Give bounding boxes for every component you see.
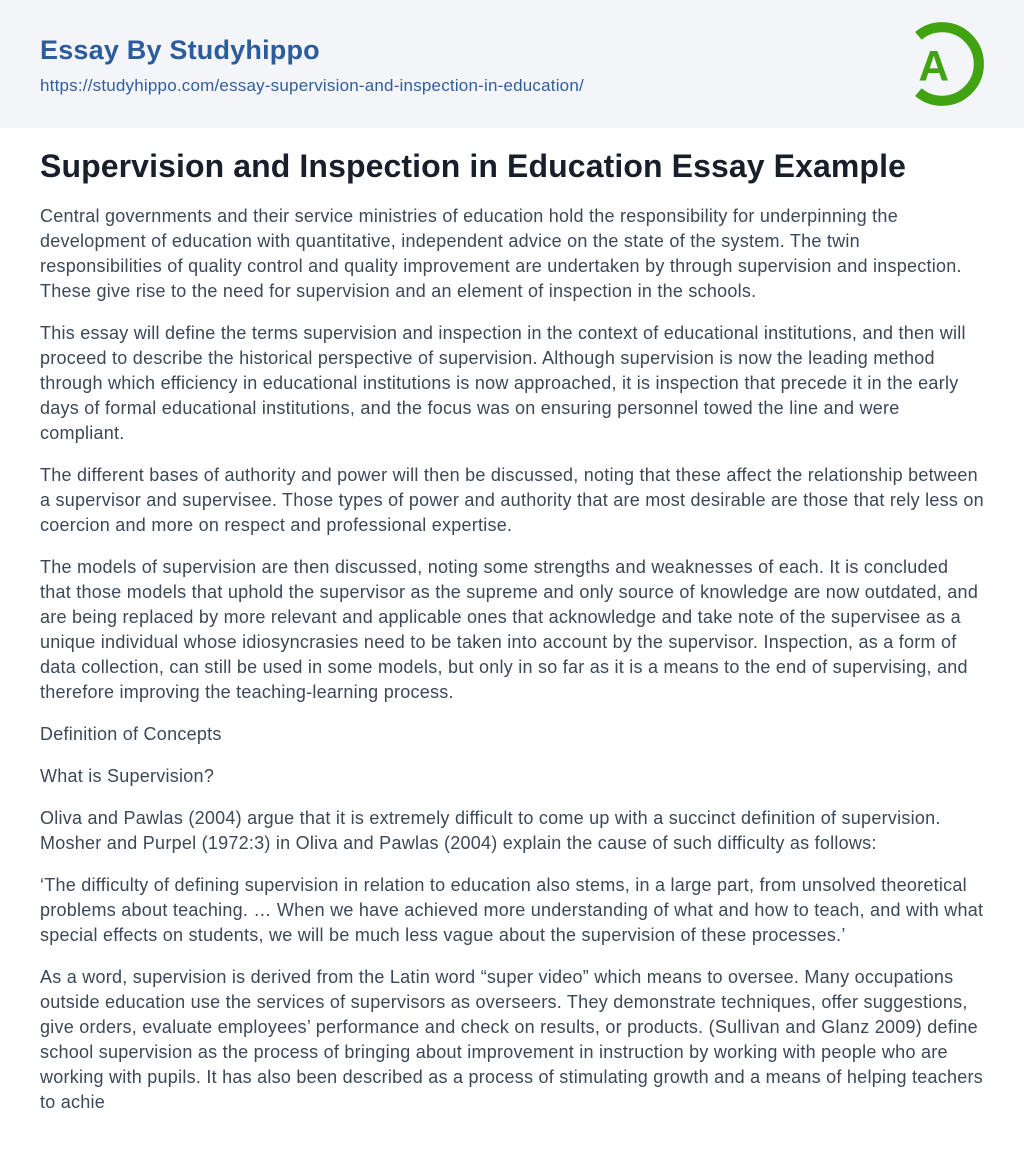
- site-title: Essay By Studyhippo: [40, 34, 320, 65]
- essay-quote-paragraph: ‘The difficulty of defining supervision in relation to education also stems, in a large part, from unsolved theoretical problems about teaching. … When we have achieved more understanding of what and how to teach, and with what special effects on students, we will be much less vague about the supervision of these processes.’: [40, 874, 984, 945]
- pdf-header: [0, 0, 1024, 128]
- essay-paragraph: Central governments and their service ministries of education hold the responsibility for underpinning the development of education with quantitative, independent advice on the state of the system. The twin responsibilities of quality control and quality improvement are undertaken by through supervision and inspection. These give rise to the need for supervision and an element of inspection in the schools.: [40, 205, 962, 301]
- essay-paragraph: Oliva and Pawlas (2004) argue that it is extremely difficult to come up with a succinct definition of supervision. Mosher and Purpel (1972:3) in Oliva and Pawlas (2004) explain the cause of such difficulty as follows:: [40, 807, 941, 853]
- essay-body: [40, 204, 984, 1115]
- section-heading: Definition of Concepts: [40, 723, 222, 744]
- essay-paragraph: The different bases of authority and power will then be discussed, noting that these affect the relationship between a supervisor and supervisee. Those types of power and authority that are most desirable are those that rely less on coercion and more on respect and professional expertise.: [40, 464, 984, 535]
- essay-paragraph: The models of supervision are then discussed, noting some strengths and weaknesses of each. It is concluded that those models that uphold the supervisor as the supreme and only source of knowledge are now outdated, and are being replaced by more relevant and applicable ones that acknowledge and take note of the supervisee as a unique individual whose idiosyncrasies need to be taken into account by the supervisor. Inspection, as a form of data collection, can still be used in some models, but only in so far as it is a means to the end of supervising, and therefore improving the teaching-learning process.: [40, 556, 979, 702]
- essay-article: [0, 128, 1024, 1115]
- header-text-block: [40, 33, 584, 96]
- essay-paragraph: As a word, supervision is derived from the Latin word “super video” which means to oversee. Many occupations outside education use the services of supervisors as overseers. They demonstrate techniques, offer suggestions, give orders, evaluate employees’ performance and check on results, or products. (Sullivan and Glanz 2009) define school supervision as the process of bringing about improvement in instruction by working with people who are working with pupils. It has also been described as a process of stimulating growth and a means of helping teachers to achie: [40, 966, 984, 1112]
- studyhippo-logo-icon: [896, 18, 988, 110]
- article-title: Supervision and Inspection in Education Essay Example: [40, 148, 906, 184]
- logo-letter: A: [918, 42, 950, 90]
- essay-paragraph: This essay will define the terms supervision and inspection in the context of educational institutions, and then will proceed to describe the historical perspective of supervision. Although supervision is now the leading method through which efficiency in educational institutions is now approached, it is inspection that precede it in the early days of formal educational institutions, and the focus was on ensuring personnel towed the line and were compliant.: [40, 322, 966, 443]
- page-url-link[interactable]: https://studyhippo.com/essay-supervision-and-inspection-in-education/: [40, 75, 584, 95]
- section-heading: What is Supervision?: [40, 765, 215, 786]
